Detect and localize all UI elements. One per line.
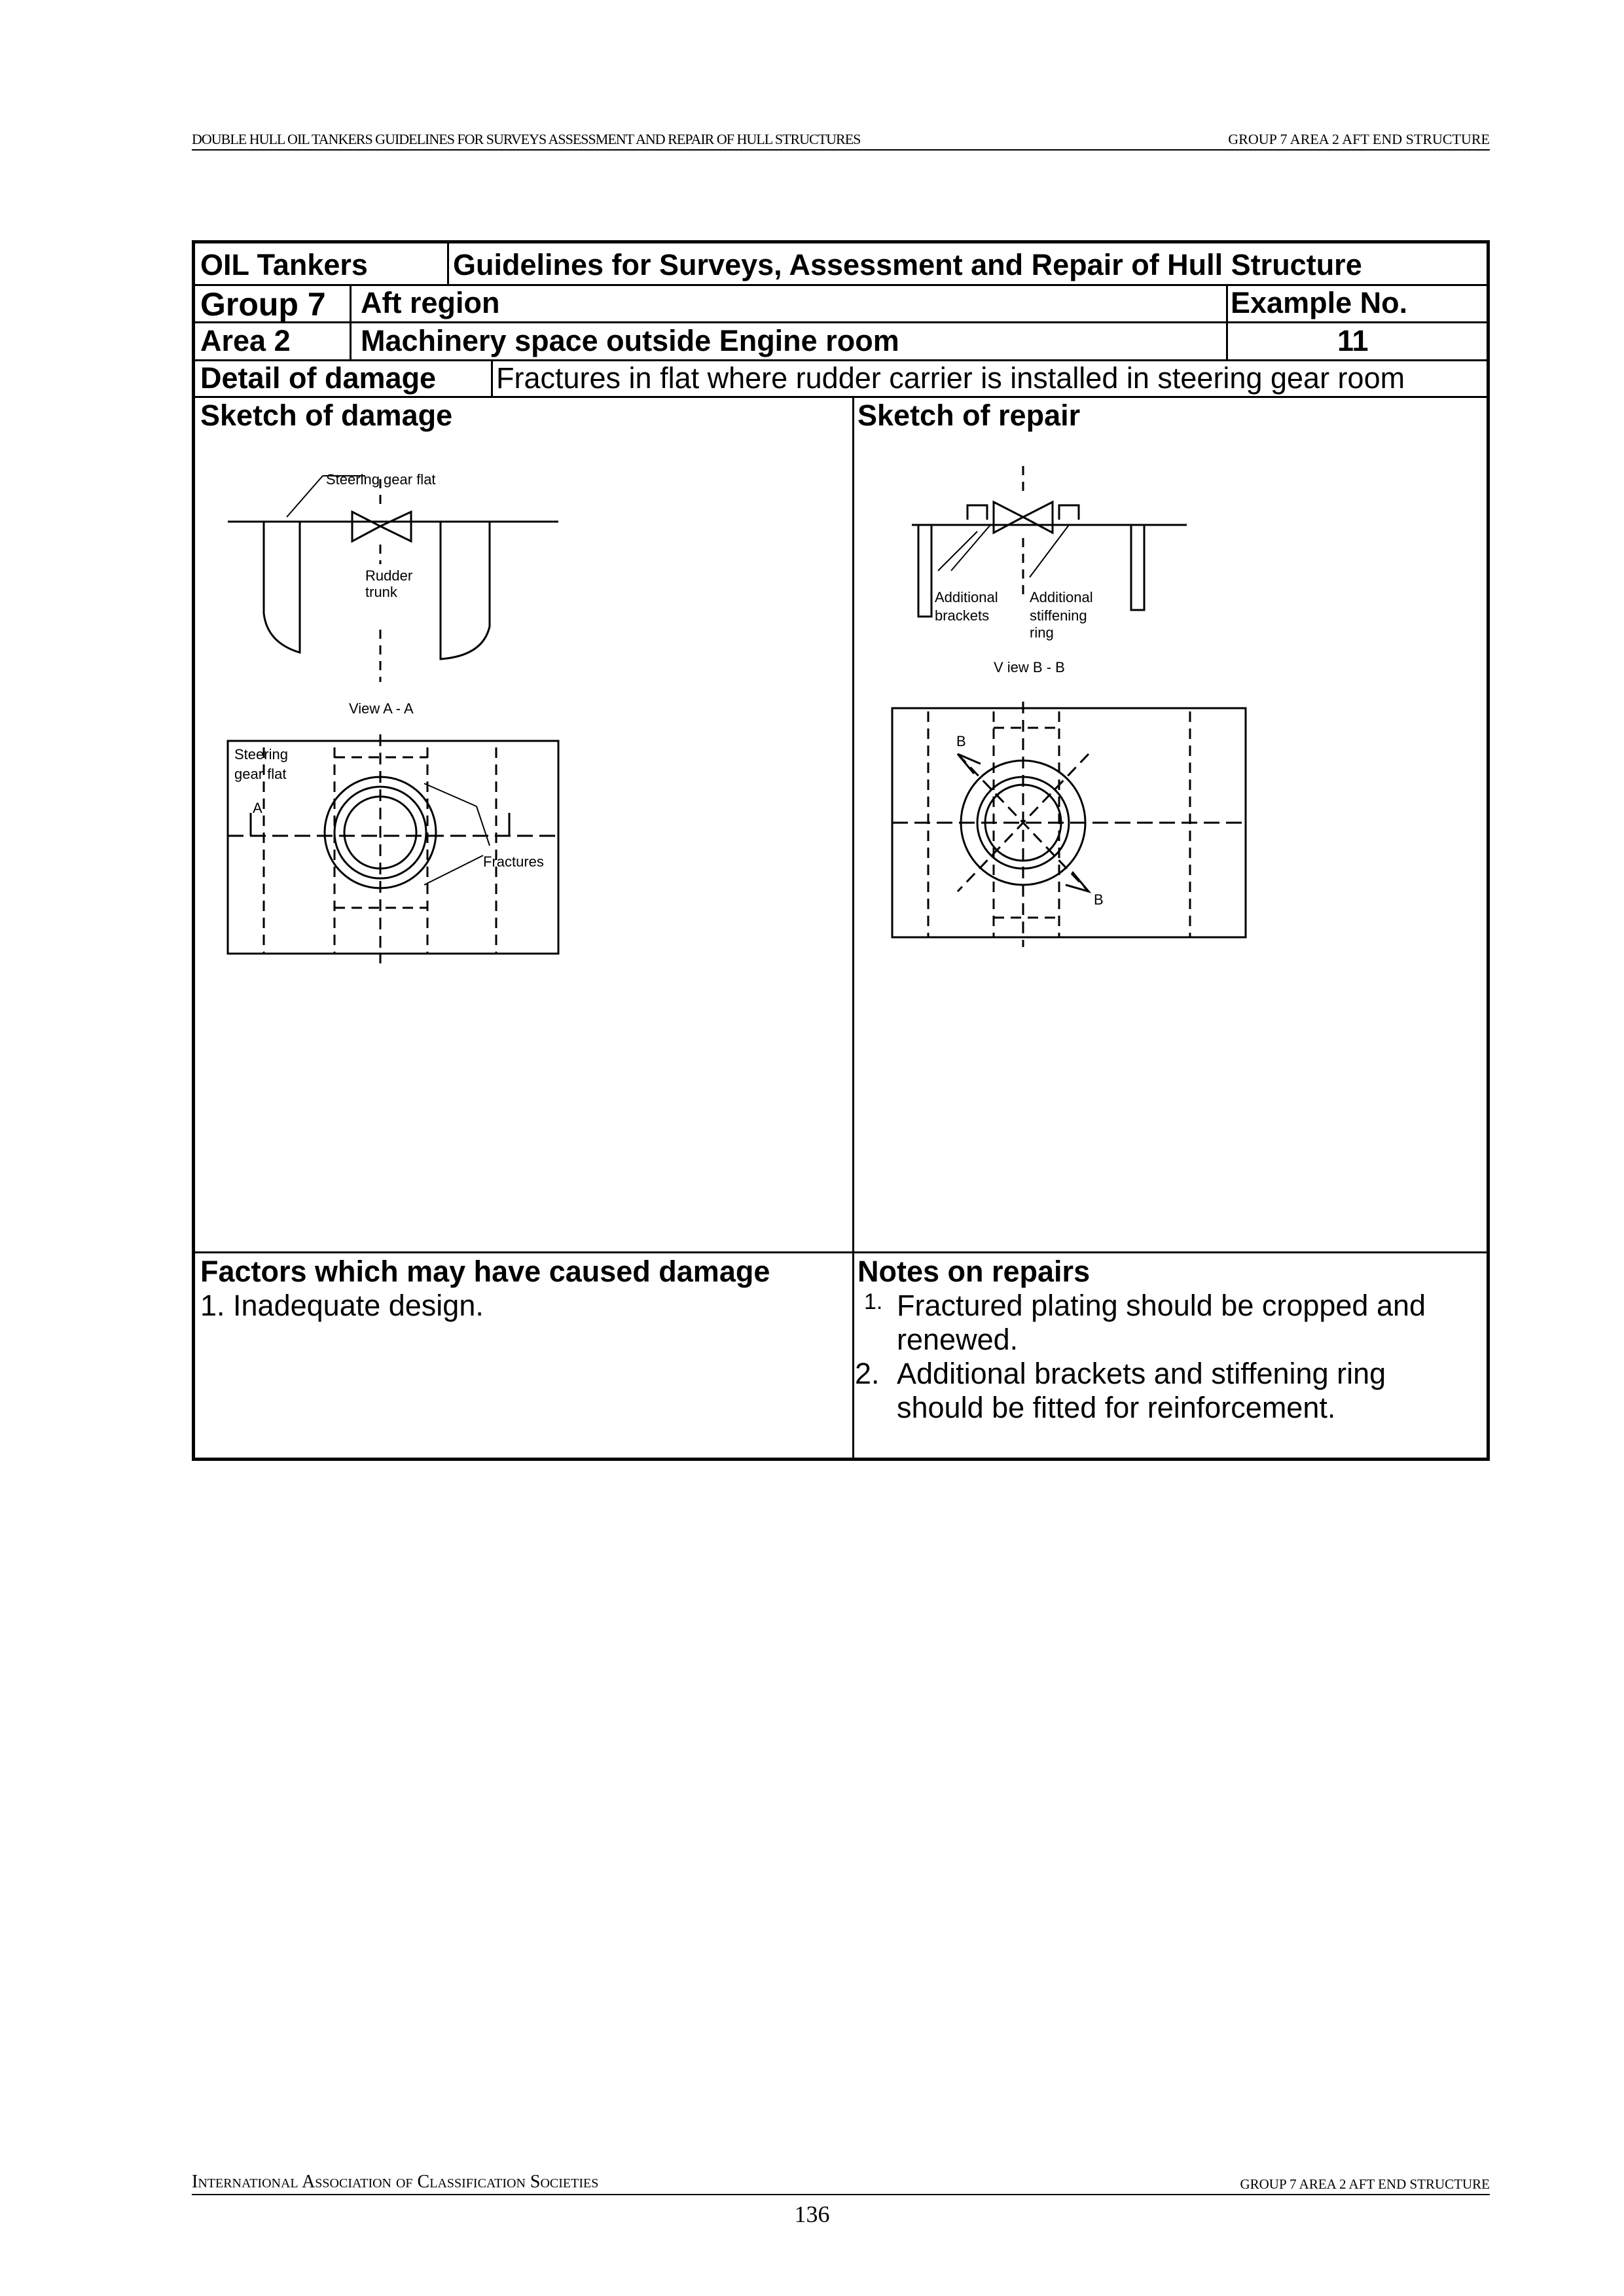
form-title: Guidelines for Surveys, Assessment and Repair of Hull Structure: [453, 248, 1362, 281]
detail-label: Detail of damage: [200, 361, 437, 395]
rudder-label: Rudder: [365, 567, 413, 584]
trunk-label: trunk: [365, 584, 397, 600]
col-divider: [1226, 284, 1228, 359]
note-1-line-2: renewed.: [897, 1323, 1019, 1356]
gear-flat-label: gear flat: [234, 766, 287, 782]
region-label: Aft region: [361, 286, 500, 319]
plan-view-damage: [228, 734, 558, 963]
note-2-number: 2.: [855, 1357, 880, 1390]
note-2-line-1: Additional brackets and stiffening ring: [897, 1357, 1386, 1390]
col-divider: [350, 284, 352, 359]
additional-brackets-label: Additional: [935, 589, 998, 605]
footer-organization: International Association of Classification Societies: [192, 2172, 599, 2192]
factors-label: Factors which may have caused damage: [200, 1255, 770, 1288]
section-a-marker: A: [253, 800, 262, 816]
page-header: [192, 128, 1490, 151]
note-2-line-2: should be fitted for reinforcement.: [897, 1391, 1336, 1424]
steering-label: Steering: [234, 746, 288, 762]
col-divider: [852, 396, 854, 1461]
ship-type: OIL Tankers: [200, 248, 368, 281]
plan-view-repair: [892, 702, 1246, 947]
brackets-label: brackets: [935, 607, 990, 624]
sketch-damage-label: Sketch of damage: [200, 399, 453, 432]
section-b-marker-top: B: [956, 733, 966, 749]
sketch-repair-label: Sketch of repair: [857, 399, 1081, 432]
note-1-line-1: Fractured plating should be cropped and: [897, 1289, 1426, 1322]
ring-label: ring: [1030, 624, 1054, 641]
additional-ring-label: Additional: [1030, 589, 1093, 605]
detail-text: Fractures in flat where rudder carrier is installed in steering gear room: [496, 361, 1405, 395]
damage-sketch: [228, 466, 594, 1016]
area-description: Machinery space outside Engine room: [361, 324, 899, 357]
row-divider: [195, 396, 1487, 398]
header-section: GROUP 7 AREA 2 AFT END STRUCTURE: [1228, 131, 1490, 147]
steering-gear-flat-label: Steering gear flat: [326, 471, 436, 488]
col-divider: [491, 359, 493, 396]
repair-sketch: [873, 466, 1259, 1016]
stiffening-label: stiffening: [1030, 607, 1087, 624]
page-footer: [192, 2172, 1490, 2195]
example-label: Example No.: [1231, 286, 1408, 319]
view-b-b-label: V iew B - B: [994, 659, 1065, 675]
example-number: 11: [1337, 324, 1369, 357]
factor-item: 1. Inadequate design.: [200, 1289, 484, 1322]
footer-section: GROUP 7 AREA 2 AFT END STRUCTURE: [1240, 2176, 1490, 2192]
area-label: Area 2: [200, 324, 291, 357]
view-a-a-label: View A - A: [349, 700, 414, 717]
view-b-b: [912, 466, 1187, 675]
view-a-a: [228, 471, 558, 717]
fractures-label: Fractures: [483, 853, 544, 870]
group-label: Group 7: [200, 286, 326, 323]
page-number: 136: [794, 2201, 830, 2227]
notes-label: Notes on repairs: [857, 1255, 1091, 1288]
row-divider: [195, 321, 1487, 323]
row-divider: [195, 1251, 1487, 1253]
header-document-title: DOUBLE HULL OIL TANKERS GUIDELINES FOR SURVEYS ASSESSMENT AND REPAIR OF HULL STRUCTURES: [192, 131, 861, 147]
note-1-number: 1.: [864, 1289, 883, 1314]
section-b-marker-bottom: B: [1094, 891, 1104, 908]
col-divider: [447, 243, 449, 284]
damage-example-form: [192, 240, 1490, 1461]
